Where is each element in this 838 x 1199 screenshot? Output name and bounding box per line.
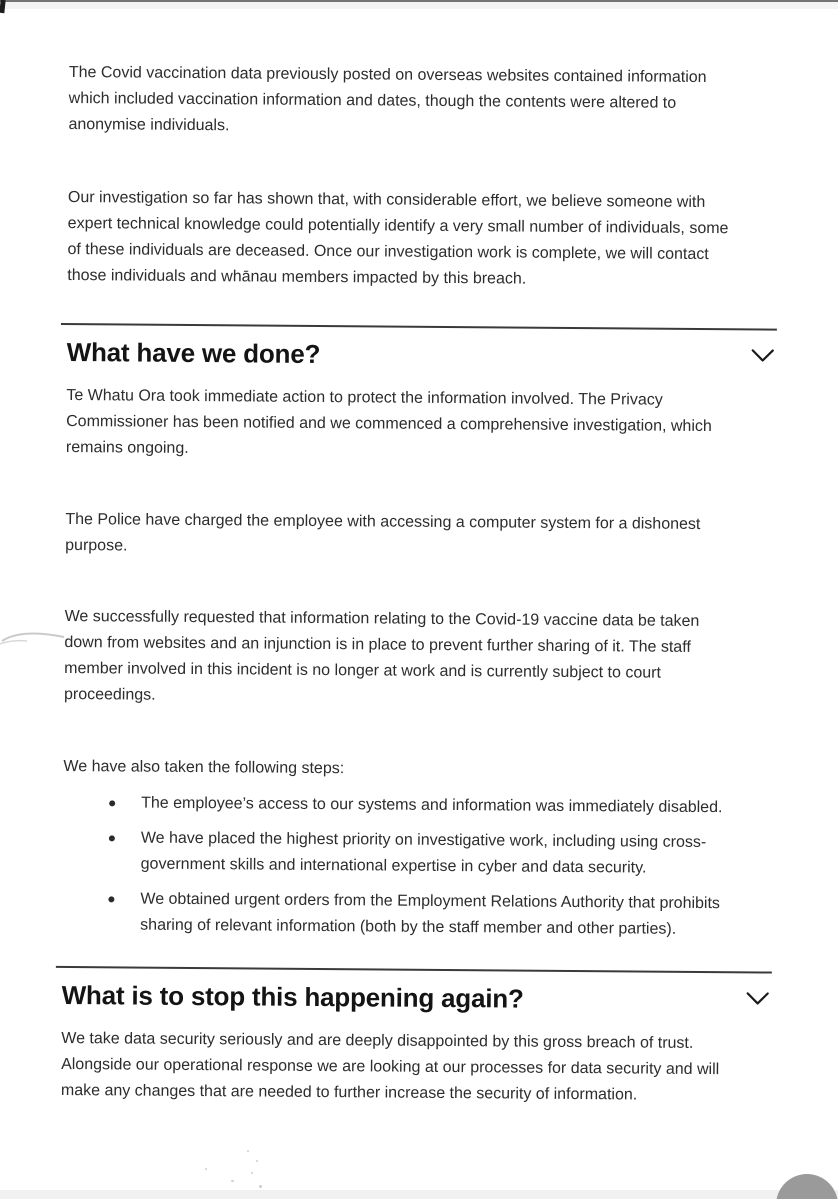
chevron-down-icon[interactable] xyxy=(751,347,775,368)
scan-speck xyxy=(251,1172,253,1174)
scan-speck xyxy=(231,1180,234,1182)
list-item xyxy=(63,790,775,822)
chevron-down-icon[interactable] xyxy=(746,990,770,1011)
list-item xyxy=(62,886,774,944)
bullet-icon xyxy=(109,800,115,806)
accordion-header-what-have-we-done[interactable] xyxy=(67,335,779,375)
scan-speck xyxy=(205,1168,207,1170)
section1-list-intro: We have also taken the following steps: xyxy=(63,757,345,778)
list-item-text: We obtained urgent orders from the Employment Relations Authority that prohibits sharing of relevant information (both by the staff member and other parties). xyxy=(140,890,721,938)
scan-speck xyxy=(247,1150,249,1152)
intro-paragraph-1: The Covid vaccination data previously posted on overseas websites contained information which included vaccination information and dates, though the contents were altered to anonymise individuals. xyxy=(68,63,707,135)
list-item-text: The employee’s access to our systems and information was immediately disabled. xyxy=(141,794,723,817)
section-divider xyxy=(61,323,777,331)
steps-list xyxy=(62,790,775,944)
section1-paragraph-3: We successfully requested that information relating to the Covid-19 vaccine data be taken down from websites and an injunction is in place to prevent further sharing of it. The staff member involved in this incident is no longer at work and is currently subject to court proceedings. xyxy=(63,607,700,704)
bullet-icon xyxy=(108,896,114,902)
scan-speck xyxy=(256,1160,258,1162)
accordion-header-stop-happening-again[interactable] xyxy=(62,978,774,1018)
section-divider xyxy=(56,966,772,974)
section-title: What have we done? xyxy=(66,336,321,369)
list-item xyxy=(63,825,775,883)
scan-edge-band xyxy=(0,2,838,9)
intro-paragraph-2: Our investigation so far has shown that, with considerable effort, we believe someone with expert technical knowledge could potentially identify a very small number of individuals, some of these individuals are deceased. Once our investigation work is complete, we will contact those individuals and whānau members impacted by this breach. xyxy=(67,188,729,288)
scan-smudge-artifact xyxy=(0,628,72,648)
section-title: What is to stop this happening again? xyxy=(61,979,524,1014)
scan-speck xyxy=(259,1185,262,1188)
scroll-to-top-button[interactable] xyxy=(776,1174,838,1199)
section1-paragraph-2: The Police have charged the employee with accessing a computer system for a dishonest purpose. xyxy=(65,510,701,555)
section1-paragraph-1: Te Whatu Ora took immediate action to protect the information involved. The Privacy Commissioner has been notified and we commenced a comprehensive investigation, which remains ongoing. xyxy=(65,386,712,457)
scan-bottom-band xyxy=(0,1190,838,1199)
section2-paragraph-1: We take data security seriously and are deeply disappointed by this gross breach of trust. Alongside our operational response we are looking at our processes for data security and will make any changes that are needed to further increase the security of information. xyxy=(60,1029,720,1104)
document-content xyxy=(61,60,781,1110)
scan-corner-artifact xyxy=(0,0,6,13)
bullet-icon xyxy=(109,835,115,841)
list-item-text: We have placed the highest priority on investigative work, including using cross- government skills and international expertise in cyber and data security. xyxy=(140,829,707,877)
